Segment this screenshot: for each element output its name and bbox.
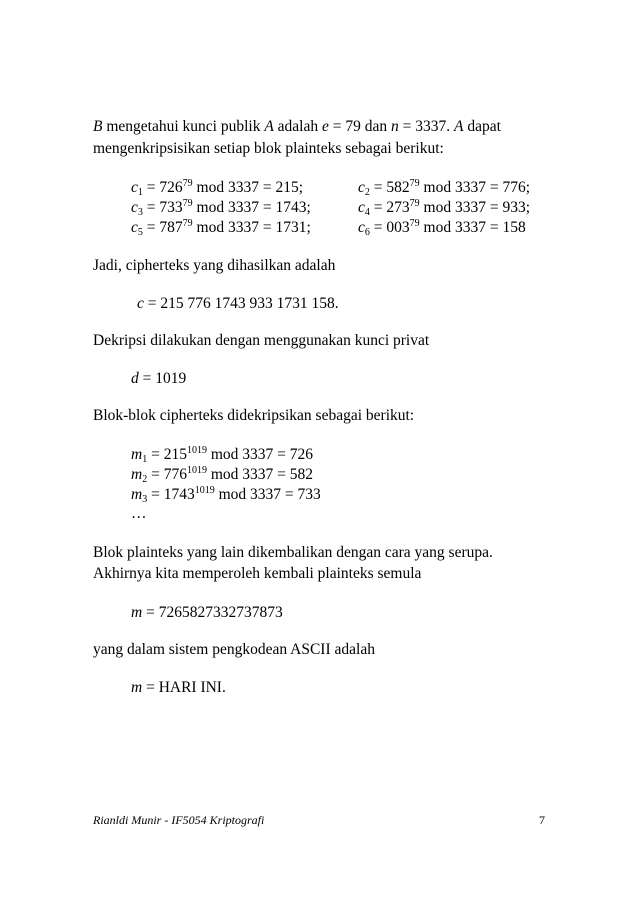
enc-eq-4: $c_4 = 273^{79}$ mod 3337 = 933; (358, 198, 530, 218)
enc-eq-6: $c_6 = 003^{79}$ mod 3337 = 158 (358, 218, 526, 238)
enc-eq-1: $c_1 = 726^{79}$ mod 3337 = 215; (131, 178, 303, 198)
intro-line-2: mengenkripsisikan setiap blok plainteks sebagai berikut: (93, 140, 444, 157)
decrypt-intro: Dekripsi dilakukan dengan menggunakan kunci privat (93, 332, 430, 349)
ciphertext-intro: Jadi, cipherteks yang dihasilkan adalah (93, 257, 336, 274)
ciphertext-line: c = 215 776 1743 933 1731 158. (137, 295, 339, 312)
page-footer (93, 812, 545, 828)
dec-eq-3: $m_3 = 1743^{1019}$ mod 3337 = 733 (131, 485, 321, 505)
dec-eq-1: $m_1 = 215^{1019}$ mod 3337 = 726 (131, 445, 314, 465)
footer-author: Rianldi Munir - IF5054 Kriptografi (93, 813, 265, 827)
plaintext-ascii: m = HARI INI. (131, 679, 226, 696)
plaintext-numeric: m = 7265827332737873 (131, 604, 283, 621)
ascii-intro: yang dalam sistem pengkodean ASCII adalah (93, 641, 375, 658)
dec-eq-2: $m_2 = 776^{1019}$ mod 3337 = 582 (131, 465, 314, 485)
other-blocks-line: Blok plainteks yang lain dikembalikan dengan cara yang serupa. (93, 544, 493, 561)
enc-eq-5: $c_5 = 787^{79}$ mod 3337 = 1731; (131, 218, 311, 238)
recover-line: Akhirnya kita memperoleh kembali plainteks semula (93, 565, 422, 582)
private-key-line: d = 1019 (131, 370, 187, 387)
enc-eq-2: $c_2 = 582^{79}$ mod 3337 = 776; (358, 178, 530, 198)
intro-line-1: B mengetahui kunci publik A adalah e = 79 dan n = 3337. A dapat (93, 118, 501, 135)
dec-ellipsis: … (131, 505, 147, 522)
blocks-intro: Blok-blok cipherteks didekripsikan sebagai berikut: (93, 407, 415, 424)
enc-eq-3: $c_3 = 733^{79}$ mod 3337 = 1743; (131, 198, 311, 218)
page-number: 7 (539, 813, 545, 827)
